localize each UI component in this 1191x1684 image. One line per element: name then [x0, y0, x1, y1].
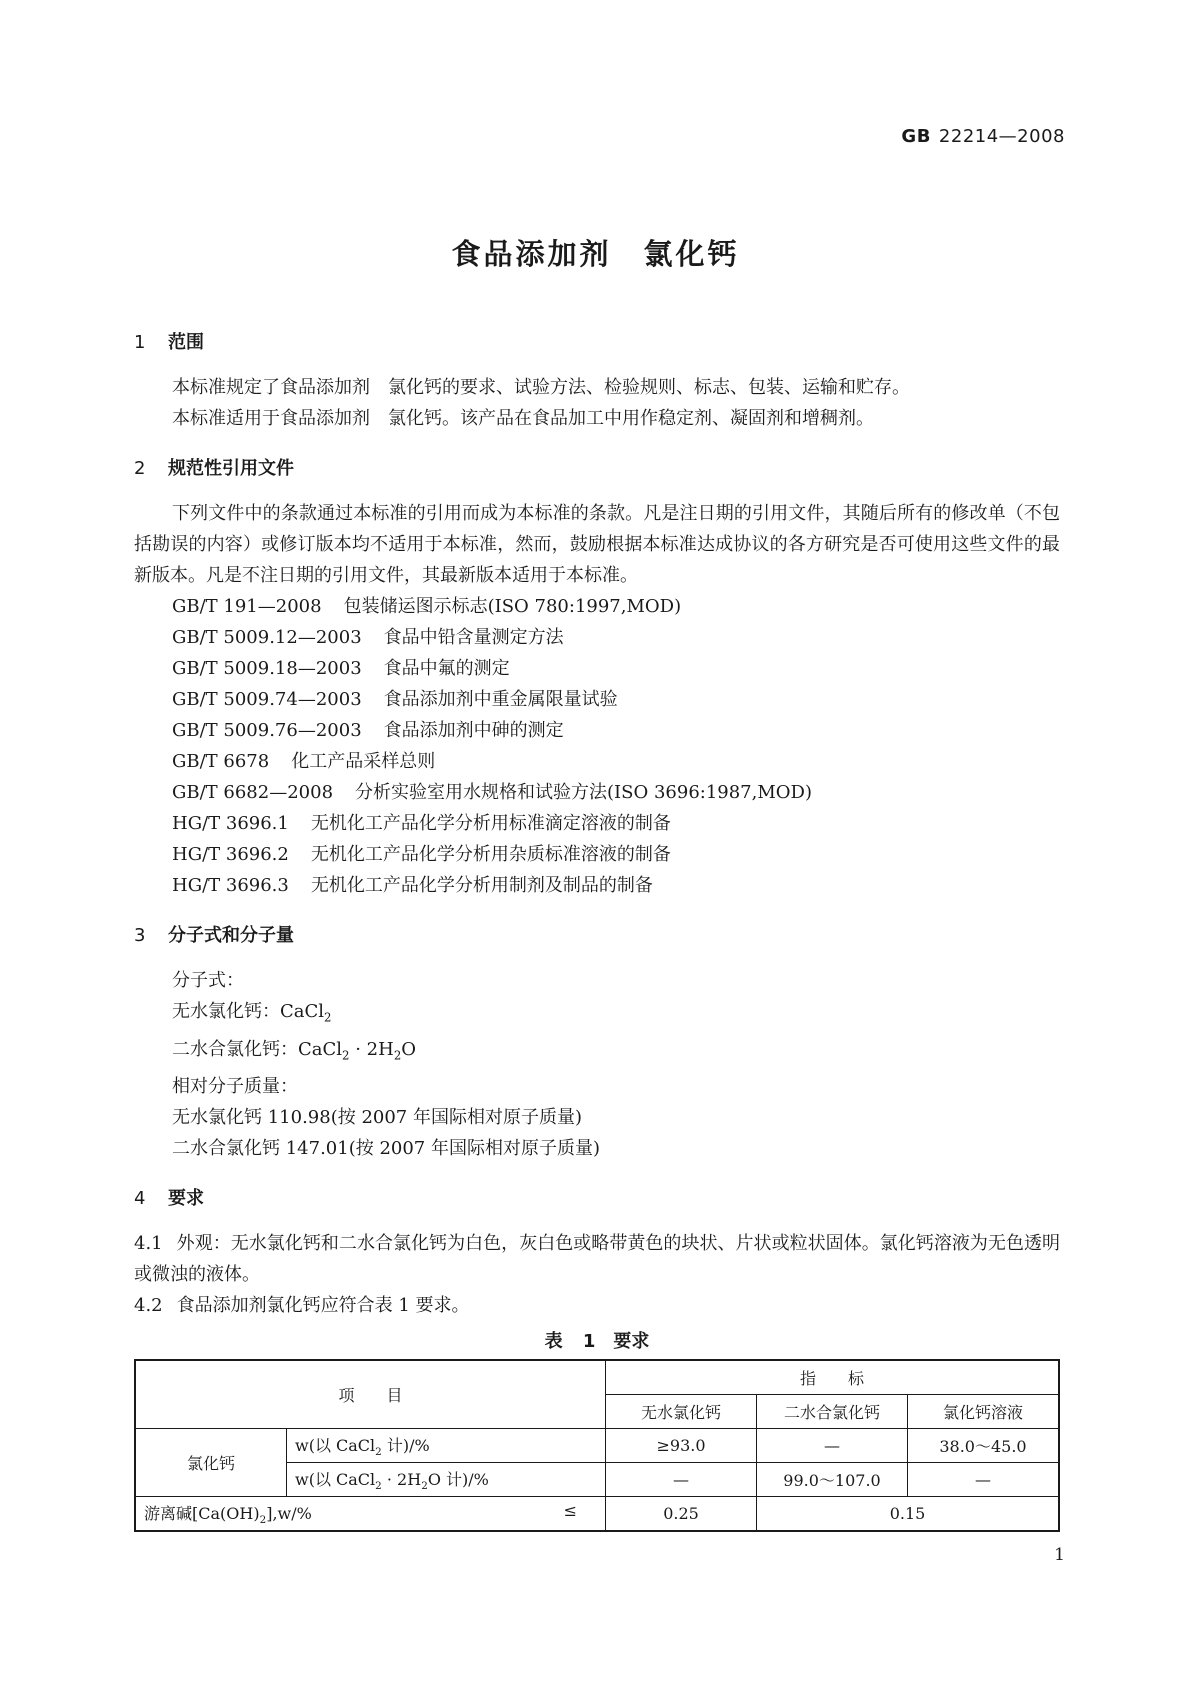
requirement-item: 4.2 食品添加剂氯化钙应符合表 1 要求。 — [134, 1295, 470, 1317]
dihydrate-formula: 二水合氯化钙：CaCl$_2$ · $2H_2O$ — [172, 1038, 417, 1063]
section-number: 3 — [134, 925, 146, 946]
table-row — [135, 1429, 1059, 1463]
table-cell: 99.0～107.0 — [757, 1463, 908, 1497]
document-body — [134, 328, 1060, 1532]
requirement-item: 4.1 外观：无水氯化钙和二水合氯化钙为白色，灰白色或略带黄色的块状、片状或粒状固体。氯化钙溶液为无色透明或微浊的液体。 — [134, 1233, 1060, 1286]
table-cell: — — [757, 1429, 908, 1463]
table-cell: — — [908, 1463, 1060, 1497]
section-title: 规范性引用文件 — [168, 458, 294, 479]
dihydrate-mass: 二水合氯化钙 147.01(按 2007 年国际相对原子质量) — [172, 1138, 600, 1160]
section-number: 1 — [134, 332, 146, 353]
header-index: 指 标 — [606, 1360, 1060, 1395]
scope-paragraph: 本标准适用于食品添加剂 氯化钙。该产品在食品加工中用作稳定剂、凝固剂和增稠剂。 — [172, 408, 874, 429]
table-cell: 0.15 — [757, 1497, 1060, 1532]
reference-item: GB/T 6682—2008 分析实验室用水规格和试验方法(ISO 3696:1987,MOD) — [172, 782, 813, 803]
document-title: 食品添加剂 氯化钙 — [451, 237, 740, 271]
molecular-mass-label: 相对分子质量： — [172, 1076, 298, 1098]
standard-prefix: GB — [901, 126, 931, 147]
section-3-heading — [134, 921, 1060, 951]
row-group-label: 氯化钙 — [135, 1429, 287, 1497]
section-number: 4 — [134, 1188, 146, 1210]
reference-item: GB/T 5009.18—2003 食品中氟的测定 — [172, 658, 510, 679]
requirements-table — [134, 1359, 1060, 1532]
standard-code — [901, 126, 1065, 147]
row-label: w(以 CaCl$_2$ · $2H_2O$ 计)/% — [287, 1463, 606, 1497]
anhydrous-formula: 无水氯化钙：CaCl$_2$ — [172, 1001, 332, 1025]
column-header: 无水氯化钙 — [606, 1395, 757, 1429]
table-cell: 0.25 — [606, 1497, 757, 1532]
reference-item: GB/T 5009.12—2003 食品中铅含量测定方法 — [172, 627, 564, 648]
anhydrous-mass: 无水氯化钙 110.98(按 2007 年国际相对原子质量) — [172, 1107, 582, 1129]
reference-item: GB/T 5009.74—2003 食品添加剂中重金属限量试验 — [172, 689, 618, 710]
page-number: 1 — [1054, 1545, 1065, 1565]
reference-item: HG/T 3696.2 无机化工产品化学分析用杂质标准溶液的制备 — [172, 844, 671, 865]
section-number: 2 — [134, 458, 146, 479]
section-2-heading — [134, 454, 1060, 484]
reference-item: HG/T 3696.3 无机化工产品化学分析用制剂及制品的制备 — [172, 875, 653, 896]
reference-item: GB/T 6678 化工产品采样总则 — [172, 751, 436, 772]
header-item: 项 目 — [135, 1360, 606, 1429]
column-header: 二水合氯化钙 — [757, 1395, 908, 1429]
table-cell: 38.0～45.0 — [908, 1429, 1060, 1463]
section-title: 要求 — [168, 1188, 204, 1210]
section-1-heading — [134, 328, 1060, 358]
table-row — [135, 1497, 1059, 1532]
reference-item: GB/T 191—2008 包装储运图示标志(ISO 780:1997,MOD) — [172, 596, 682, 617]
section-4-heading — [134, 1184, 1060, 1214]
row-label: 游离碱$[Ca(OH)_2],w/\%$ ≤ — [135, 1497, 606, 1532]
section-title: 范围 — [168, 332, 204, 353]
standard-number: 22214—2008 — [938, 126, 1065, 147]
references-intro: 下列文件中的条款通过本标准的引用而成为本标准的条款。凡是注日期的引用文件，其随后所有的修改单（不包括勘误的内容）或修订版本均不适用于本标准，然而，鼓励根据本标准达成协议的各方研究是否可使用这些文件的最新版本。凡是不注日期的引用文件，其最新版本适用于本标准。 — [134, 503, 1060, 586]
row-label: w(以 CaCl$_2$ 计)/% — [287, 1429, 606, 1463]
table-row — [135, 1360, 1059, 1395]
table-cell: ≥93.0 — [606, 1429, 757, 1463]
column-header: 氯化钙溶液 — [908, 1395, 1060, 1429]
table-cell: — — [606, 1463, 757, 1497]
section-title: 分子式和分子量 — [168, 925, 294, 946]
table-caption: 表 1 要求 — [544, 1331, 650, 1353]
reference-list — [134, 591, 1060, 901]
formula-label: 分子式： — [172, 970, 244, 991]
scope-paragraph: 本标准规定了食品添加剂 氯化钙的要求、试验方法、检验规则、标志、包装、运输和贮存。 — [172, 377, 910, 398]
reference-item: GB/T 5009.76—2003 食品添加剂中砷的测定 — [172, 720, 564, 741]
reference-item: HG/T 3696.1 无机化工产品化学分析用标准滴定溶液的制备 — [172, 813, 671, 834]
less-equal-sign: ≤ — [563, 1501, 577, 1521]
